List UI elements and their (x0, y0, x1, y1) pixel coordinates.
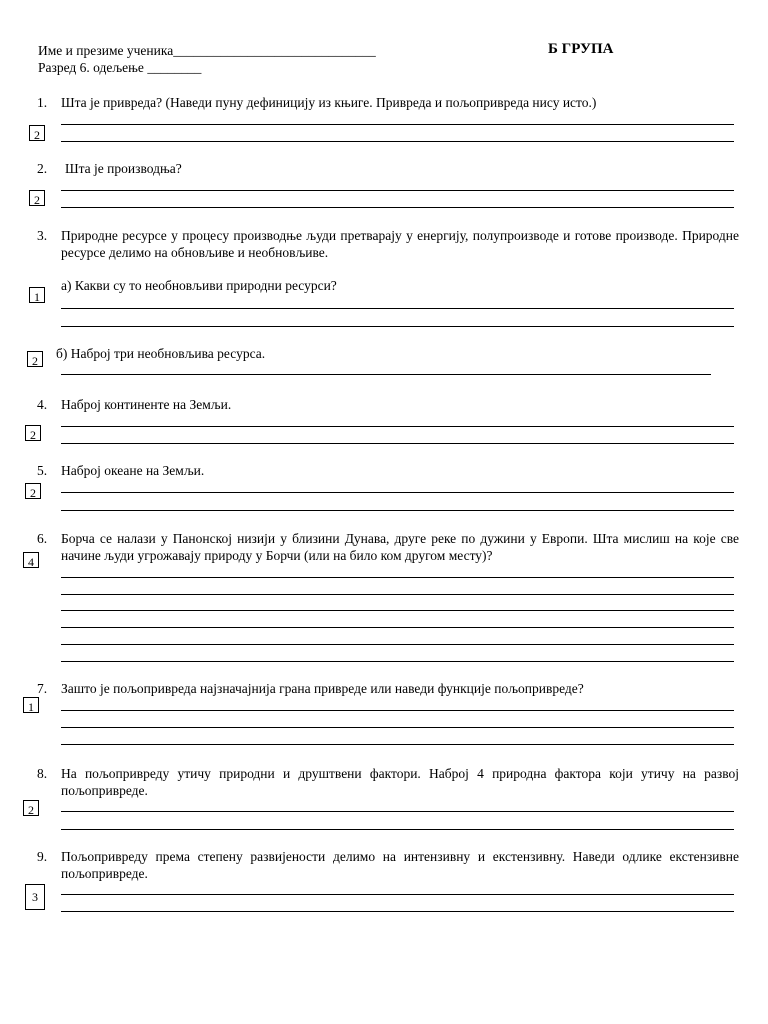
question-8-text: На пољопривреду утичу природни и друштвени фактори. Наброј 4 природна фактора који утичу на развој пољопривреде. (61, 766, 739, 798)
question-6-points: 4 (23, 552, 39, 568)
question-3b-text: б) Наброј три необновљива ресурса. (56, 346, 266, 361)
group-title: Б ГРУПА (548, 41, 614, 57)
answer-line[interactable] (61, 727, 734, 728)
question-9-text: Пољопривреду према степену развијености делимо на интензивну и екстензивну. Наведи одлике екстензивне пољопривреде. (61, 849, 739, 881)
answer-line[interactable] (61, 911, 734, 912)
question-2-number: 2. (37, 161, 48, 176)
answer-line[interactable] (61, 510, 734, 511)
question-7-number: 7. (37, 681, 48, 696)
answer-line[interactable] (61, 710, 734, 711)
question-4-text: Наброј континенте на Земљи. (61, 397, 232, 412)
question-4-number: 4. (37, 397, 48, 412)
question-8-number: 8. (37, 766, 48, 781)
class-row (38, 59, 201, 76)
answer-line[interactable] (61, 610, 734, 611)
question-3-number: 3. (37, 228, 48, 243)
question-2-points: 2 (29, 190, 45, 206)
student-name-blank[interactable]: ______________________________ (173, 43, 376, 58)
question-3-text: Природне ресурсе у процесу производње људи претварају у енергију, полупроизводе и готове производе. Природне ресурсе делимо на обновљиве и необновљиве. (61, 228, 739, 260)
answer-line[interactable] (61, 594, 734, 595)
answer-line[interactable] (61, 894, 734, 895)
answer-line[interactable] (61, 207, 734, 208)
student-name-label: Име и презиме ученика (38, 43, 174, 58)
question-2-text: Шта је производња? (65, 161, 182, 176)
question-6-text: Борча се налази у Панонској низији у близини Дунава, друге реке по дужини у Европи. Шта мислиш на које све начине људи угрожавају природу у Борчи (или на било ком другом месту)? (61, 531, 739, 563)
question-5-points: 2 (25, 483, 41, 499)
question-5-number: 5. (37, 463, 48, 478)
answer-line[interactable] (61, 644, 734, 645)
answer-line[interactable] (61, 627, 734, 628)
answer-line[interactable] (61, 492, 734, 493)
answer-line[interactable] (61, 829, 734, 830)
question-7-points: 1 (23, 697, 39, 713)
question-8-points: 2 (23, 800, 39, 816)
question-3b-points: 2 (27, 351, 43, 367)
answer-line[interactable] (61, 374, 711, 375)
question-4-points: 2 (25, 425, 41, 441)
question-5-text: Наброј океане на Земљи. (61, 463, 205, 478)
question-6-number: 6. (37, 531, 48, 546)
student-name-row (38, 42, 376, 59)
answer-line[interactable] (61, 190, 734, 191)
class-blank[interactable]: ________ (147, 60, 202, 75)
answer-line[interactable] (61, 426, 734, 427)
question-1-text: Шта је привреда? (Наведи пуну дефиницију из књиге. Привреда и пољопривреда нису исто.) (61, 95, 597, 110)
question-7-text: Зашто је пољопривреда најзначајнија грана привреде или наведи функције пољопривреде? (61, 681, 584, 696)
question-1-points: 2 (29, 125, 45, 141)
question-3a-points: 1 (29, 287, 45, 303)
question-9-number: 9. (37, 849, 48, 864)
answer-line[interactable] (61, 744, 734, 745)
answer-line[interactable] (61, 141, 734, 142)
answer-line[interactable] (61, 811, 734, 812)
answer-line[interactable] (61, 308, 734, 309)
answer-line[interactable] (61, 326, 734, 327)
answer-line[interactable] (61, 661, 734, 662)
answer-line[interactable] (61, 443, 734, 444)
question-3a-text: а) Какви су то необновљиви природни ресурси? (61, 278, 337, 293)
class-label: Разред 6. одељење (38, 60, 144, 75)
answer-line[interactable] (61, 124, 734, 125)
question-1-number: 1. (37, 95, 48, 110)
answer-line[interactable] (61, 577, 734, 578)
question-9-points: 3 (25, 884, 45, 910)
